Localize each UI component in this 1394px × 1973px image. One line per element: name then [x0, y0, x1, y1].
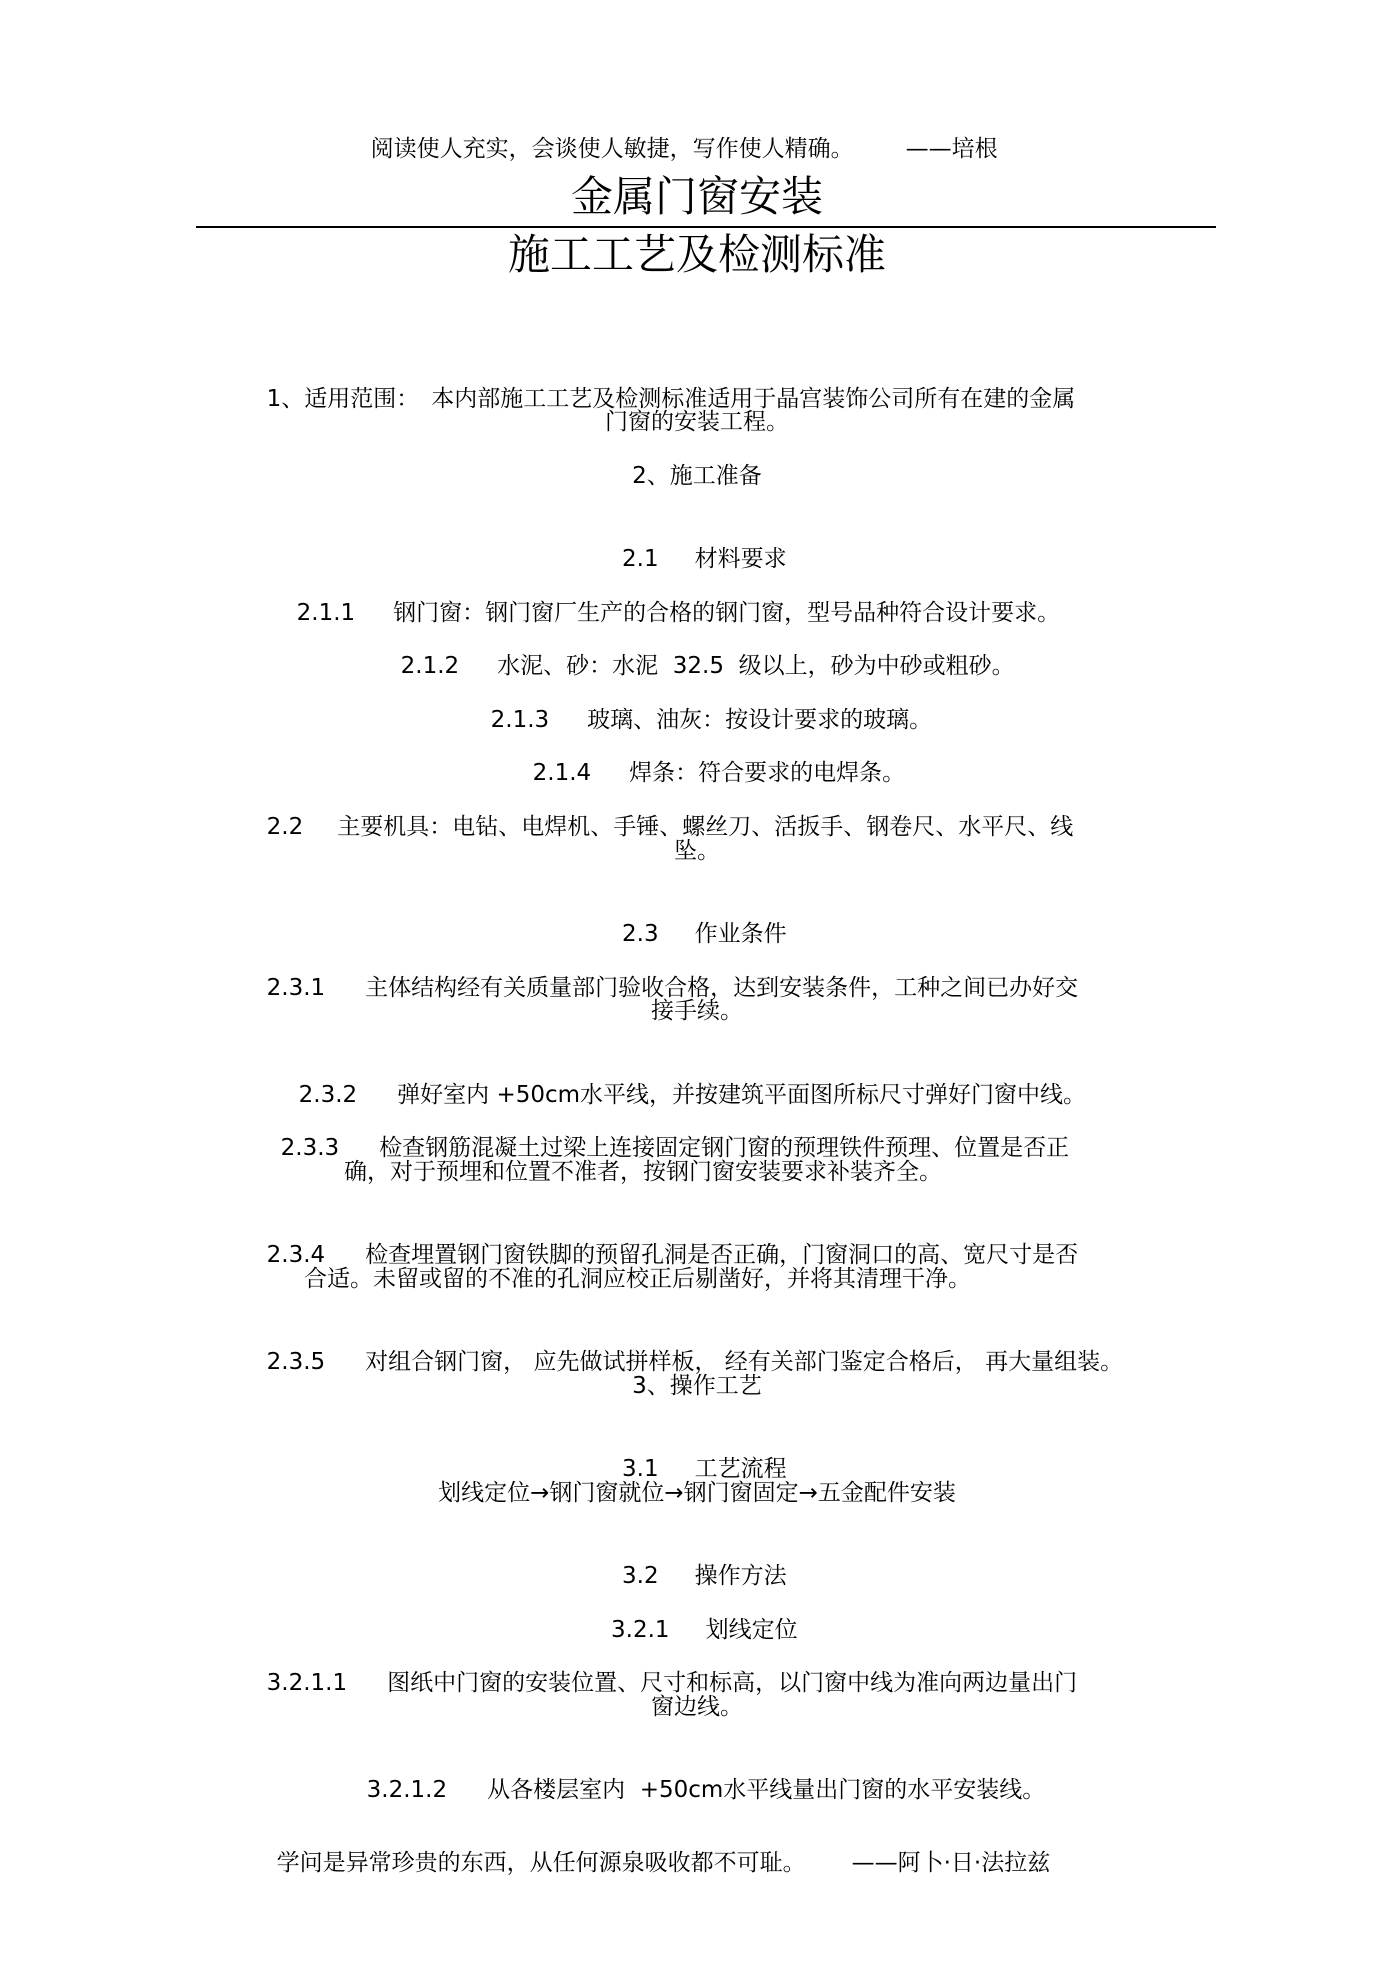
section-3-1-heading — [0, 1424, 1394, 1484]
footer-quote-author: ——阿卜·日·法拉兹 — [851, 1850, 1051, 1876]
section-2-3-1-cont: 接手续。 — [651, 998, 743, 1024]
section-2-3-1 — [252, 943, 1078, 1003]
section-text: 对组合钢门窗， 应先做试拼样板， 经有关部门鉴定合格后， 再大量组装。 — [365, 1349, 1124, 1375]
section-2-1-3 — [476, 675, 932, 735]
footer-quote-line — [262, 1818, 1050, 1878]
section-text: 图纸中门窗的安装位置、尺寸和标高，以门窗中线为准向两边量出门 — [387, 1670, 1078, 1696]
section-number: 2.3.4 — [266, 1242, 326, 1268]
section-3-2-1-1-cont: 窗边线。 — [651, 1694, 743, 1720]
section-number: 2.1.1 — [296, 600, 356, 626]
document-title-line1: 金属门窗安装 — [570, 172, 823, 221]
section-number: 3.2.1.2 — [366, 1777, 448, 1803]
section-number: 2.3.2 — [298, 1082, 358, 1108]
section-2-2-cont: 坠。 — [674, 838, 720, 864]
section-2-3-5 — [252, 1317, 1123, 1377]
section-2-heading: 2、施工准备 — [632, 463, 762, 489]
header-quote: 阅读使人充实，会谈使人敏捷，写作使人精确。 — [370, 136, 854, 162]
section-3-2-heading — [0, 1531, 1394, 1591]
section-2-1-1 — [282, 568, 1060, 628]
section-text: 玻璃、油灰：按设计要求的玻璃。 — [587, 707, 933, 733]
section-2-3-4 — [252, 1210, 1078, 1270]
section-text: 主体结构经有关质量部门验收合格，达到安装条件，工种之间已办好交 — [365, 975, 1079, 1001]
section-2-3-4-cont: 合适。未留或留的不准的孔洞应校正后剔凿好，并将其清理干净。 — [304, 1266, 971, 1292]
section-number: 3.1 — [622, 1456, 659, 1482]
section-number: 1、适用范围： — [266, 386, 420, 412]
section-2-3-3-cont: 确，对于预埋和位置不准者，按钢门窗安装要求补装齐全。 — [344, 1159, 942, 1185]
section-number: 2.1.3 — [490, 707, 550, 733]
section-text: 检查埋置钢门窗铁脚的预留孔洞是否正确，门窗洞口的高、宽尺寸是否 — [365, 1242, 1079, 1268]
section-text: 划线定位 — [705, 1617, 798, 1643]
header-quote-author: ——培根 — [905, 136, 998, 162]
section-text: 弹好室内 +50cm水平线，并按建筑平面图所标尺寸弹好门窗中线。 — [397, 1082, 1087, 1108]
section-text: 焊条：符合要求的电焊条。 — [629, 760, 906, 786]
section-2-1-2 — [386, 621, 1015, 681]
title-divider — [196, 226, 1216, 228]
section-2-1-heading — [0, 514, 1394, 574]
section-2-3-2 — [284, 1050, 1086, 1110]
header-quote-line — [356, 104, 998, 164]
section-3-2-1-2 — [352, 1745, 1045, 1805]
section-number: 2.3 — [622, 921, 659, 947]
section-number: 2.3.3 — [280, 1135, 340, 1161]
section-text: 操作方法 — [694, 1563, 787, 1589]
section-text: 工艺流程 — [694, 1456, 787, 1482]
section-3-2-1-1 — [252, 1638, 1077, 1698]
section-text: 从各楼层室内 +50cm水平线量出门窗的水平安装线。 — [487, 1777, 1046, 1803]
section-2-1-4 — [518, 728, 905, 788]
section-number: 2.1 — [622, 546, 659, 572]
section-2-2 — [252, 782, 1073, 842]
section-number: 3.2.1.1 — [266, 1670, 348, 1696]
section-number: 2.1.4 — [532, 760, 592, 786]
section-text: 本内部施工工艺及检测标准适用于晶宫装饰公司所有在建的金属 — [431, 386, 1076, 412]
section-text: 钢门窗：钢门窗厂生产的合格的钢门窗，型号品种符合设计要求。 — [393, 600, 1061, 626]
section-text: 作业条件 — [694, 921, 787, 947]
section-number: 2.1.2 — [400, 653, 460, 679]
section-2-3-3 — [266, 1103, 1069, 1163]
section-number: 2.2 — [266, 814, 304, 840]
section-1-scope-cont: 门窗的安装工程。 — [605, 409, 789, 435]
section-number: 3.2.1 — [611, 1617, 670, 1643]
section-text: 材料要求 — [694, 546, 787, 572]
section-number: 3.2 — [622, 1563, 659, 1589]
document-title-line2: 施工工艺及检测标准 — [507, 230, 886, 279]
section-text: 检查钢筋混凝土过梁上连接固定钢门窗的预理铁件预理、位置是否正 — [379, 1135, 1070, 1161]
footer-quote: 学问是异常珍贵的东西，从任何源泉吸收都不可耻。 — [276, 1850, 806, 1876]
section-3-2-1-heading — [0, 1585, 1394, 1645]
process-flow: 划线定位→钢门窗就位→钢门窗固定→五金配件安装 — [438, 1480, 956, 1506]
section-number: 2.3.1 — [266, 975, 326, 1001]
section-1-scope — [252, 354, 1075, 414]
section-number: 2.3.5 — [266, 1349, 326, 1375]
section-text: 水泥、砂：水泥 32.5 级以上，砂为中砂或粗砂。 — [497, 653, 1015, 679]
section-text: 主要机具：电钻、电焊机、手锤、螺丝刀、活扳手、钢卷尺、水平尺、线 — [337, 814, 1074, 840]
section-2-3-heading — [0, 889, 1394, 949]
section-3-heading: 3、操作工艺 — [632, 1373, 762, 1399]
